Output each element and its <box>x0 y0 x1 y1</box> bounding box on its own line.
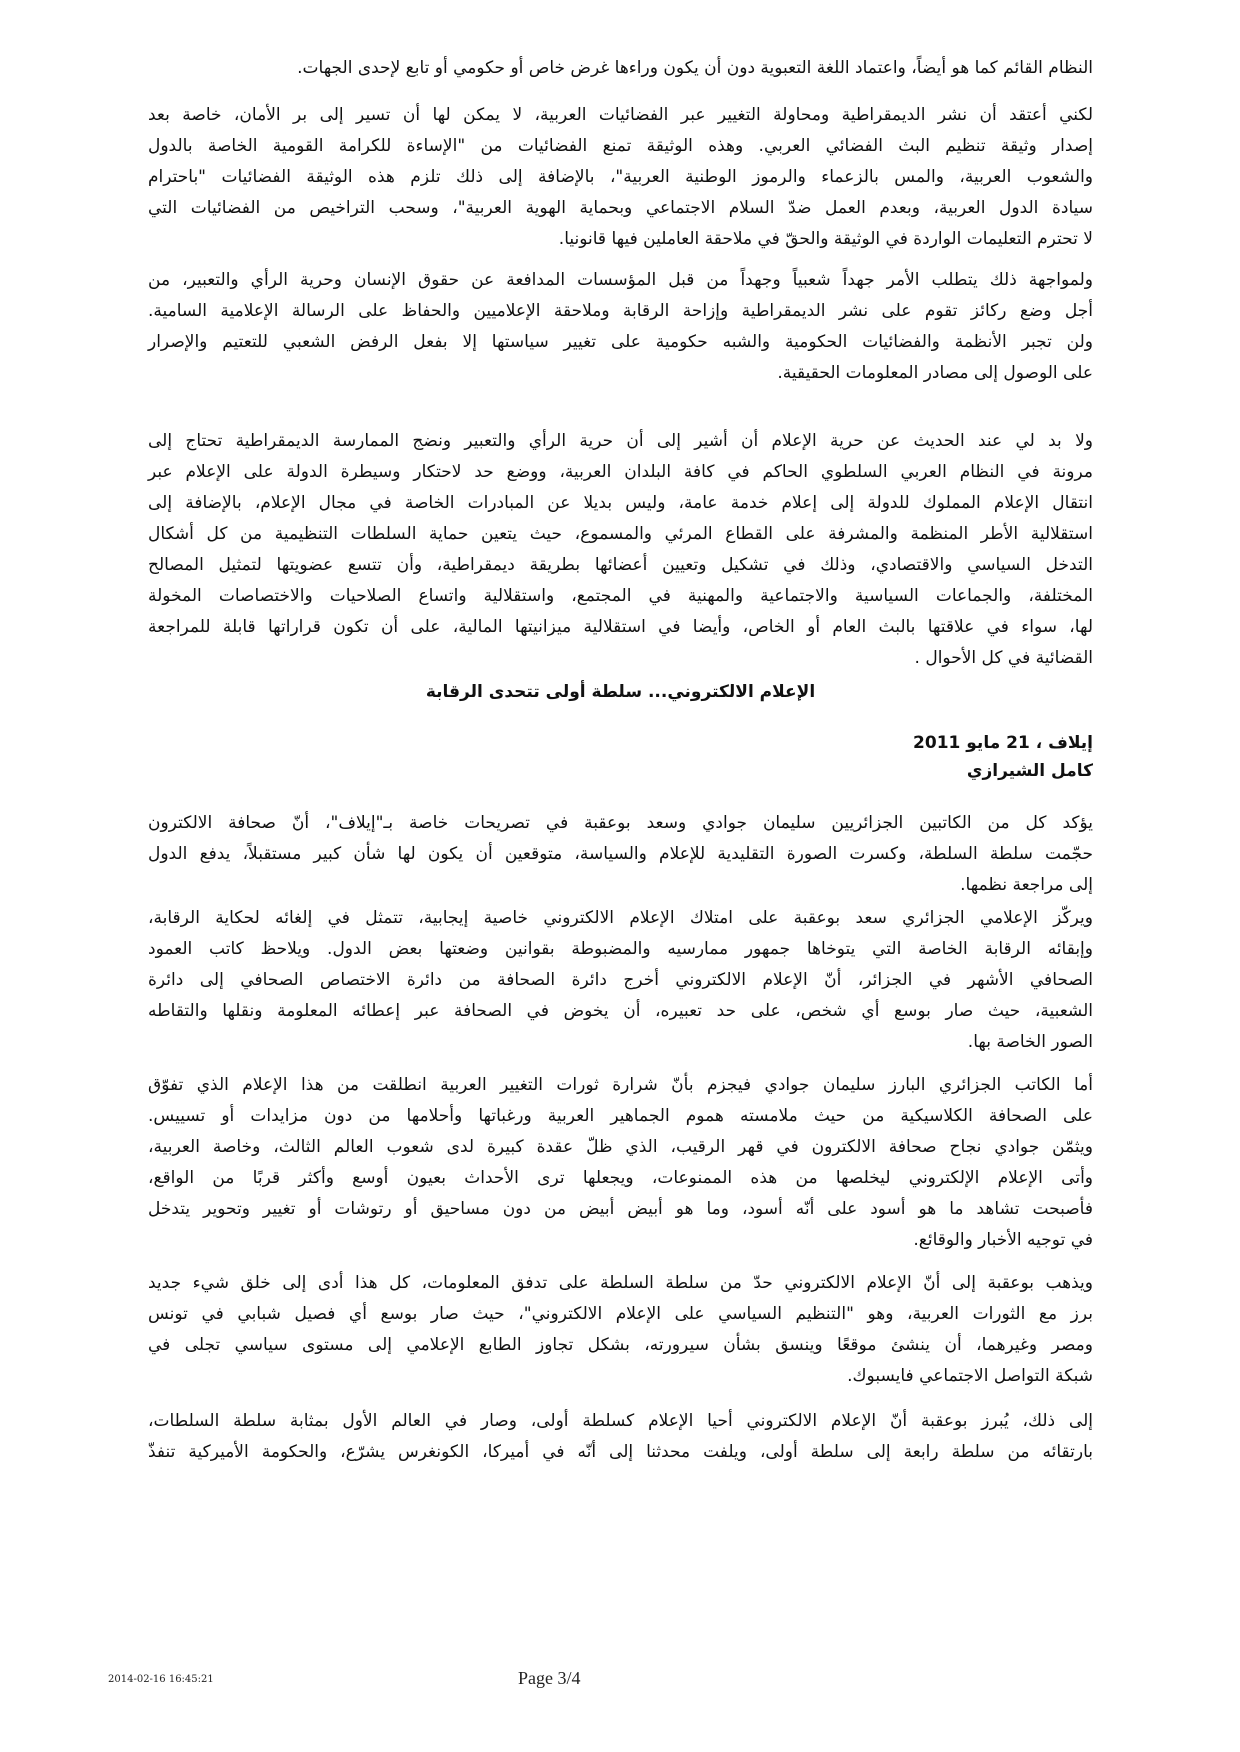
text-line: إصدار وثيقة تنظيم البث الفضائي العربي. وهذه الوثيقة تمنع الفضائيات من "الإساءة للكرامة القومية الخاصة بالدول <box>148 136 1093 156</box>
paragraph-intro-continuation <box>148 53 1093 84</box>
text-line: ولمواجهة ذلك يتطلب الأمر جهداً شعبياً وجهداً من قبل المؤسسات المدافعة عن حقوق الإنسان وحرية الرأي والتعبير، من <box>148 270 1093 290</box>
paragraph-lead <box>148 808 1093 901</box>
text-line: لكني أعتقد أن نشر الديمقراطية ومحاولة التغيير عبر الفضائيات العربية، لا يمكن لها أن تسير إلى بر الأمان، خاصة بعد <box>148 105 1093 125</box>
text-line: على الوصول إلى مصادر المعلومات الحقيقية. <box>777 363 1093 383</box>
text-line: ولن تجبر الأنظمة والفضائيات الحكومية والشبه حكومية على تغيير سياستها إلا بفعل الرفض الشعبي للتعتيم والإصرار <box>148 332 1093 352</box>
paragraph-satellite-charter <box>148 100 1093 255</box>
article-source-date: إيلاف ، 21 مايو 2011 <box>913 733 1093 753</box>
text-line: ويركّز الإعلامي الجزائري سعد بوعقبة على امتلاك الإعلام الالكتروني خاصية إيجابية، تتمثل في إلغائه لحكاية الرقابة، <box>148 908 1093 928</box>
text-line: فأصبحت تشاهد ما هو أسود على أنّه أسود، وما هو أبيض أبيض من دون مساحيق أو رتوشات أو تغيير وتحوير يتدخل <box>148 1199 1093 1219</box>
paragraph-djouadi <box>148 1070 1093 1256</box>
text-line: النظام القائم كما هو أيضاً، واعتماد اللغة التعبوية دون أن يكون وراءها غرض خاص أو حكومي أو تابع لإحدى الجهات. <box>297 58 1093 78</box>
text-line: يؤكد كل من الكاتبين الجزائريين سليمان جوادي وسعد بوعقبة في تصريحات خاصة بـ"إيلاف"، أنّ صحافة الالكترون <box>148 813 1093 833</box>
text-line: الصحافي الأشهر في الجزائر، أنّ الإعلام الالكتروني أخرج دائرة الصحافة من دائرة الاختصاص الصحافي إلى دائرة <box>148 970 1093 990</box>
text-line: ويذهب بوعقبة إلى أنّ الإعلام الالكتروني حدّ من سلطة السلطة على تدفق المعلومات، كل هذا أدى إلى خلق شيء جديد <box>148 1273 1093 1293</box>
article-title: الإعلام الالكتروني... سلطة أولى تتحدى الرقابة <box>425 682 816 702</box>
text-line: ويثمّن جوادي نجاح صحافة الالكترون في قهر الرقيب، الذي ظلّ عقدة كبيرة لدى شعوب العالم الثالث، وخاصة العربية، <box>148 1137 1093 1157</box>
paragraph-media-freedom <box>148 426 1093 674</box>
text-line: الشعبية، حيث صار بوسع أي شخص، على حد تعبيره، أن يخوض في الصحافة عبر إعطائه المعلومة ونقلها والتقاطه <box>148 1001 1093 1021</box>
text-line: وأتى الإعلام الإلكتروني ليخلصها من هذه الممنوعات، ويجعلها ترى الأحداث بعيون أوسع وأكثر قربًا من الواقع، <box>148 1168 1093 1188</box>
text-line: أجل وضع ركائز تقوم على نشر الديمقراطية وإزاحة الرقابة وملاحقة الإعلاميين والحفاظ على الرسالة الإعلامية السامية. <box>148 301 1093 321</box>
text-line: لا تحترم التعليمات الواردة في الوثيقة والحقّ في ملاحقة العاملين فيها قانونيا. <box>558 229 1093 249</box>
text-line: إلى مراجعة نظمها. <box>960 875 1093 895</box>
text-line: إلى ذلك، يُبرز بوعقبة أنّ الإعلام الالكتروني أحيا الإعلام كسلطة أولى، وصار في العالم الأول بمثابة سلطة السلطات، <box>148 1411 1093 1431</box>
text-line: استقلالية الأطر المنظمة والمشرفة على القطاع المرئي والمسموع، حيث يتعين حماية السلطات التنظيمية من كل أشكال <box>148 524 1093 544</box>
paragraph-popular-effort <box>148 265 1093 389</box>
article-author: كامل الشيرازي <box>966 761 1093 781</box>
text-line: في توجيه الأخبار والوقائع. <box>913 1230 1093 1250</box>
text-line: الصور الخاصة بها. <box>967 1032 1093 1052</box>
text-line: القضائية في كل الأحوال . <box>914 648 1093 668</box>
text-line: سيادة الدول العربية، وبعدم العمل ضدّ السلام الاجتماعي وبحماية الهوية العربية"، وسحب التراخيص من الفضائيات التي <box>148 198 1093 218</box>
text-line: لها، سواء في علاقتها بالبث العام أو الخاص، وأيضا في استقلالية ميزانيتها المالية، على أن تكون قراراتها قابلة للمراجعة <box>148 617 1093 637</box>
text-line: وإبقائه الرقابة الخاصة التي يتوخاها جمهور ممارسيه والمضبوطة بقوانين وضعتها بعض الدول. ويلاحظ كاتب العمود <box>148 939 1093 959</box>
text-line: شبكة التواصل الاجتماعي فايسبوك. <box>847 1366 1093 1386</box>
print-timestamp: 2014-02-16 16:45:21 <box>108 1674 214 1685</box>
text-line: التدخل السياسي والاقتصادي، وذلك في تشكيل وتعيين أعضائها بطريقة ديمقراطية، وأن تتسع عضويتها لتمثيل المصالح <box>148 555 1093 575</box>
text-line: ولا بد لي عند الحديث عن حرية الإعلام أن أشير إلى أن حرية الرأي والتعبير ونضج الممارسة الديمقراطية تحتاج إلى <box>148 431 1093 451</box>
text-line: على الصحافة الكلاسيكية من حيث ملامسته هموم الجماهير العربية ورغباتها وأحلامها من دون مزايدات أو تسييس. <box>148 1106 1093 1126</box>
paragraph-bouakba-censorship <box>148 903 1093 1058</box>
text-line: انتقال الإعلام المملوك للدولة إلى إعلام خدمة عامة، وليس بديلا عن المبادرات الخاصة في مجال الإعلام، بالإضافة إلى <box>148 493 1093 513</box>
text-line: ومصر وغيرهما، أن ينشئ موقعًا وينسق بشأن سيرورته، بشكل تجاوز الطابع الإعلامي إلى مستوى سياسي تجلى في <box>148 1335 1093 1355</box>
paragraph-first-power <box>148 1406 1093 1468</box>
text-line: برز مع الثورات العربية، وهو "التنظيم السياسي على الإعلام الالكتروني"، حيث صار بوسع أي فصيل شبابي في تونس <box>148 1304 1093 1324</box>
text-line: أما الكاتب الجزائري البارز سليمان جوادي فيجزم بأنّ شرارة ثورات التغيير العربية انطلقت من هذا الإعلام الذي تفوّق <box>148 1075 1093 1095</box>
text-line: المختلفة، والجماعات السياسية والاجتماعية والمهنية في المجتمع، واستقلالية واتساع الصلاحيات والاختصاصات المخولة <box>148 586 1093 606</box>
text-line: والشعوب العربية، والمس بالزعماء والرموز الوطنية العربية"، بالإضافة إلى ذلك تلزم هذه الوثيقة الفضائيات "باحترام <box>148 167 1093 187</box>
text-line: مرونة في النظام العربي السلطوي الحاكم في كافة البلدان العربية، ووضع حد لاحتكار وسيطرة الدولة على الإعلام عبر <box>148 462 1093 482</box>
text-line: حجّمت سلطة السلطة، وكسرت الصورة التقليدية للإعلام والسياسة، متوقعين أن يكون لها شأن كبير مستقبلاً، يدفع الدول <box>148 844 1093 864</box>
paragraph-political-organization <box>148 1268 1093 1392</box>
page-number: Page 3/4 <box>518 1668 581 1688</box>
text-line: بارتقائه من سلطة رابعة إلى سلطة أولى، ويلفت محدثنا إلى أنّه في أميركا، الكونغرس يشرّع، والحكومة الأميركية تنفذّ <box>148 1442 1093 1462</box>
